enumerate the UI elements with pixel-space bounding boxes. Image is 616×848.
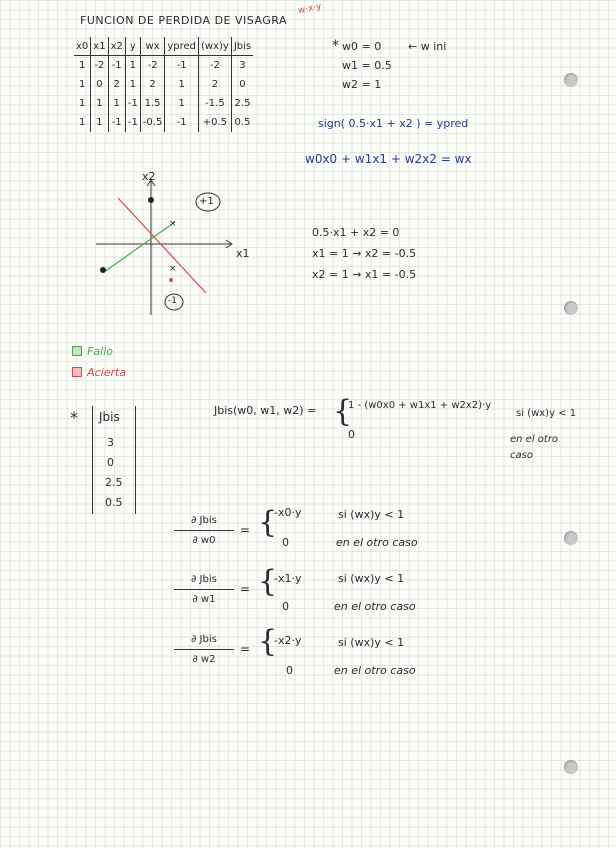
derivative-w1-fraction bbox=[174, 574, 234, 605]
hinge-case2-cond bbox=[510, 432, 578, 464]
derivative-w2-expr: -x2·y bbox=[274, 634, 302, 647]
derivative-w1-else: 0 bbox=[282, 600, 289, 613]
jbis-column bbox=[92, 406, 136, 514]
header-jbis: Jbis bbox=[231, 37, 253, 56]
hinge-case2-cond-text: en el otro caso bbox=[510, 434, 559, 461]
table-cell: 1 bbox=[108, 94, 125, 113]
table-cell: -1 bbox=[165, 113, 199, 132]
table-cell: -0.5 bbox=[140, 113, 165, 132]
equals-sign: = bbox=[240, 582, 251, 596]
derivative-w2-cond: si (wx)y < 1 bbox=[338, 636, 405, 649]
table-cell: -2 bbox=[91, 56, 108, 76]
data-point-red bbox=[169, 278, 173, 282]
derivative-w2-else-cond: en el otro caso bbox=[334, 664, 416, 677]
fraction-bar bbox=[174, 589, 234, 590]
title-note: w·x·y bbox=[297, 1, 323, 17]
header-ypred: ypred bbox=[165, 37, 199, 56]
table-cell: -1 bbox=[165, 56, 199, 76]
weight-w2: w2 = 1 bbox=[342, 78, 382, 91]
fraction-bar bbox=[174, 649, 234, 650]
table-cell: 3 bbox=[231, 56, 253, 76]
boundary-line-green bbox=[104, 222, 175, 272]
header-wx: wx bbox=[140, 37, 165, 56]
table-cell: 0.5 bbox=[231, 113, 253, 132]
table-cell: 1 bbox=[91, 94, 108, 113]
header-x1: x1 bbox=[91, 37, 108, 56]
fraction-denominator: ∂ w2 bbox=[192, 654, 216, 665]
table-cell: 1 bbox=[165, 75, 199, 94]
hinge-case1-cond: si (wx)y < 1 bbox=[516, 408, 577, 419]
header-wxy: (wx)y bbox=[199, 37, 232, 56]
header-x2: x2 bbox=[108, 37, 125, 56]
legend-acierta-label: Acierta bbox=[87, 366, 127, 379]
fraction-denominator: ∂ w1 bbox=[192, 594, 216, 605]
table-cell: -1.5 bbox=[199, 94, 232, 113]
table-cell: 1 bbox=[125, 75, 140, 94]
table-cell: 1 bbox=[78, 98, 86, 109]
x1-axis-label: x1 bbox=[236, 247, 250, 260]
hinge-lhs: Jbis(w0, w1, w2) = bbox=[214, 404, 317, 417]
fraction-numerator: ∂ Jbis bbox=[191, 634, 217, 645]
weight-w0: w0 = 0 bbox=[342, 40, 382, 53]
table-cell: 1.5 bbox=[140, 94, 165, 113]
derivative-brace: { bbox=[258, 505, 278, 540]
fraction-numerator: ∂ Jbis bbox=[191, 574, 217, 585]
equals-sign: = bbox=[240, 642, 251, 656]
table-cell: 1 bbox=[125, 56, 140, 76]
label-pos: +1 bbox=[199, 196, 214, 207]
legend-swatch-red bbox=[72, 367, 82, 377]
data-point bbox=[148, 197, 154, 203]
legend-swatch-green bbox=[72, 346, 82, 356]
table-cell: -1 bbox=[108, 56, 125, 76]
page-title: FUNCION DE PERDIDA DE VISAGRA bbox=[80, 14, 288, 27]
table-cell: 2 bbox=[108, 75, 125, 94]
boundary-point-1: x1 = 1 → x2 = -0.5 bbox=[312, 247, 417, 260]
derivative-w0-cond: si (wx)y < 1 bbox=[338, 508, 405, 521]
hinge-case2: 0 bbox=[348, 428, 355, 441]
jbis-value: 0 bbox=[107, 456, 114, 469]
table-cell: -1 bbox=[108, 113, 125, 132]
derivative-w2-else: 0 bbox=[286, 664, 293, 677]
table-cell: 1 bbox=[91, 113, 108, 132]
jbis-asterisk: * bbox=[70, 408, 78, 427]
sign-formula: sign( 0.5·x1 + x2 ) = ypred bbox=[318, 117, 469, 130]
table-cell: 1 bbox=[78, 60, 86, 71]
linear-formula: w0x0 + w1x1 + w2x2 = wx bbox=[305, 152, 472, 166]
boundary-line-red bbox=[118, 198, 206, 293]
jbis-value: 0.5 bbox=[105, 496, 123, 509]
derivative-w0-fraction bbox=[174, 515, 234, 546]
table-cell: -2 bbox=[199, 56, 232, 76]
table-cell: 0 bbox=[231, 75, 253, 94]
derivative-w0-expr: -x0·y bbox=[274, 506, 302, 519]
table-cell: 2 bbox=[199, 75, 232, 94]
boundary-eq: 0.5·x1 + x2 = 0 bbox=[312, 226, 400, 239]
table-cell: 2.5 bbox=[231, 94, 253, 113]
equals-sign: = bbox=[240, 523, 251, 537]
fraction-denominator: ∂ w0 bbox=[192, 535, 216, 546]
table-cell: 2 bbox=[140, 75, 165, 94]
derivative-w2-fraction bbox=[174, 634, 234, 665]
boundary-point-2: x2 = 1 → x1 = -0.5 bbox=[312, 268, 417, 281]
header-y: y bbox=[125, 37, 140, 56]
derivative-w0-else-cond: en el otro caso bbox=[336, 536, 418, 549]
table-cell: 1 bbox=[165, 94, 199, 113]
table-cell: 1 bbox=[78, 79, 86, 90]
data-point bbox=[100, 267, 106, 273]
fraction-bar bbox=[174, 530, 234, 531]
legend-acierta bbox=[72, 361, 126, 380]
data-point-cross: × bbox=[169, 264, 177, 274]
legend-fallo bbox=[72, 340, 113, 359]
table-cell: -2 bbox=[140, 56, 165, 76]
table-cell: -1 bbox=[125, 94, 140, 113]
derivative-brace: { bbox=[258, 564, 278, 599]
jbis-value: 3 bbox=[107, 436, 114, 449]
table-cell: 1 bbox=[78, 117, 86, 128]
jbis-header: Jbis bbox=[99, 410, 120, 424]
table-cell: -1 bbox=[125, 113, 140, 132]
legend-fallo-label: Fallo bbox=[87, 345, 114, 358]
derivative-w1-expr: -x1·y bbox=[274, 572, 302, 585]
table-cell: +0.5 bbox=[199, 113, 232, 132]
weight-w1: w1 = 0.5 bbox=[342, 59, 392, 72]
data-point-cross: × bbox=[169, 219, 177, 229]
derivative-w1-else-cond: en el otro caso bbox=[334, 600, 416, 613]
jbis-value: 2.5 bbox=[105, 476, 123, 489]
derivative-w0-else: 0 bbox=[282, 536, 289, 549]
header-x0: x0 bbox=[74, 37, 91, 56]
hinge-case1: 1 - (w0x0 + w1x1 + w2x2)·y bbox=[348, 400, 492, 411]
hinge-brace: { bbox=[333, 394, 353, 429]
derivative-brace: { bbox=[258, 624, 278, 659]
table-cell: 0 bbox=[91, 75, 108, 94]
fraction-numerator: ∂ Jbis bbox=[191, 515, 217, 526]
table-asterisk: * bbox=[332, 38, 339, 54]
x2-axis-label: x2 bbox=[142, 170, 156, 183]
derivative-w1-cond: si (wx)y < 1 bbox=[338, 572, 405, 585]
label-neg: -1 bbox=[168, 296, 177, 306]
weights-note: ← w ini bbox=[408, 40, 447, 53]
